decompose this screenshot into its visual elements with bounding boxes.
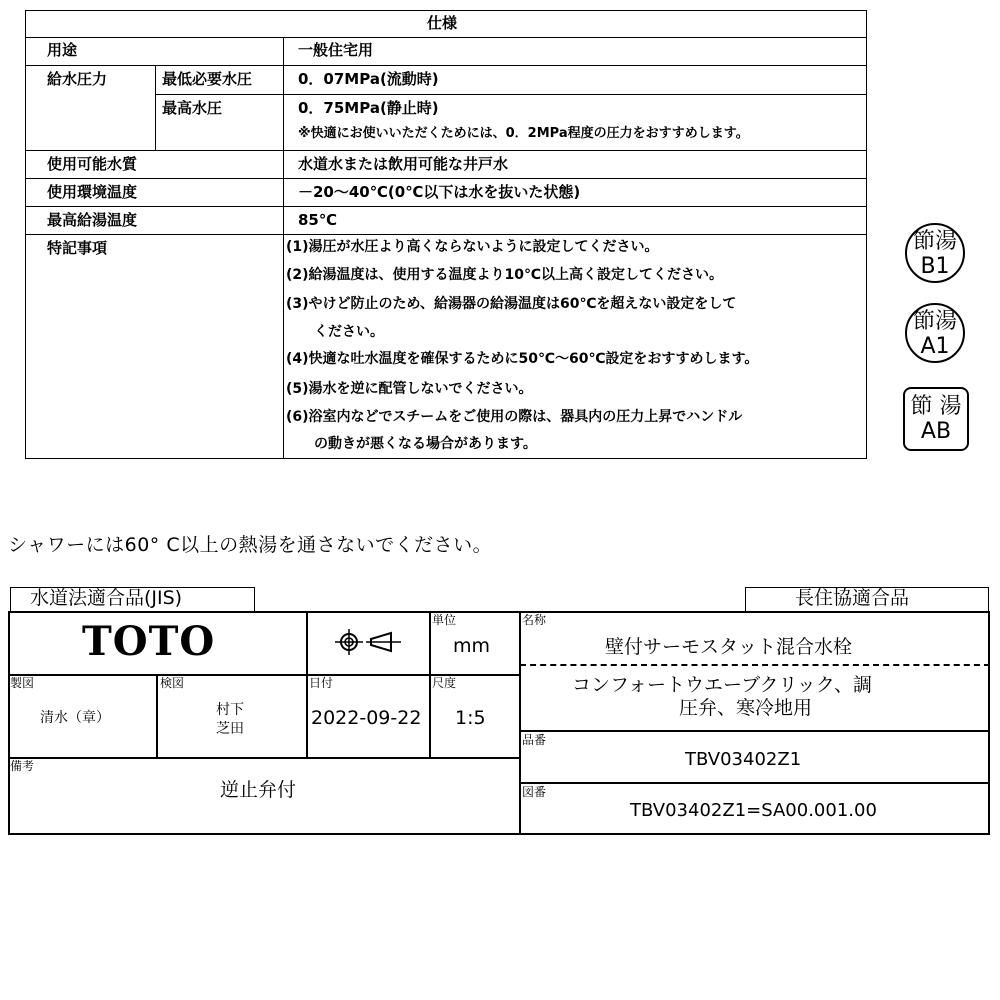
hot-temp-value: 85℃: [298, 211, 338, 229]
tb-divider: [519, 730, 990, 732]
unit-value: mm: [453, 635, 491, 657]
badge-bottom-text: AB: [920, 419, 952, 444]
name-dashed-divider: [520, 664, 990, 666]
checked-value-2: 芝田: [216, 721, 244, 737]
env-temp-value: －20～40℃(0℃以下は水を抜いた状態): [298, 183, 581, 201]
spec-divider: [25, 37, 867, 38]
usage-value: 一般住宅用: [298, 41, 374, 59]
tb-divider: [429, 611, 431, 757]
notes-label: 特記事項: [47, 239, 108, 257]
water-label: 使用可能水質: [47, 155, 138, 173]
hot-temp-label: 最高給湯温度: [47, 211, 138, 229]
tb-divider: [519, 782, 990, 784]
spec-divider: [283, 37, 284, 459]
tb-divider: [156, 674, 158, 757]
badge-bottom-text: B1: [920, 254, 950, 279]
pressure-label: 給水圧力: [47, 70, 108, 88]
toto-logo: TOTO: [82, 618, 216, 665]
name-description-line-2: 圧弁、寒冷地用: [679, 697, 813, 719]
badge-top-text: 節湯: [912, 229, 957, 254]
badge-top-text: 節 湯: [910, 394, 962, 419]
note-line: (2)給湯温度は、使用する温度より10℃以上高く設定してください。: [286, 267, 723, 283]
drawing-number-value: TBV03402Z1=SA00.001.00: [630, 800, 877, 821]
note-line: (5)湯水を逆に配管しないでください。: [286, 381, 533, 397]
drawing-number-label: 図番: [522, 785, 547, 799]
spec-divider: [155, 65, 156, 150]
tb-divider: [306, 611, 308, 757]
water-value: 水道水または飲用可能な井戸水: [298, 155, 509, 173]
spec-divider: [155, 94, 867, 95]
date-value: 2022-09-22: [311, 707, 422, 729]
setsuyu-a1-badge: [905, 303, 965, 363]
scale-value: 1:5: [455, 707, 486, 729]
max-pressure-value: 0．75MPa(静止時): [298, 99, 439, 117]
pressure-note: ※快適にお使いいただくためには、0．2MPa程度の圧力をおすすめします。: [298, 126, 749, 141]
chojukyo-label: 長住協適合品: [795, 587, 910, 609]
note-line: (3)やけど防止のため、給湯器の給湯温度は60℃を超えない設定をして: [286, 296, 737, 312]
spec-divider: [25, 65, 867, 66]
usage-label: 用途: [47, 41, 78, 59]
max-pressure-label: 最高水圧: [162, 99, 223, 117]
remarks-value: 逆止弁付: [220, 779, 297, 801]
part-number-value: TBV03402Z1: [685, 749, 802, 770]
drawn-label: 製図: [10, 676, 35, 690]
env-temp-label: 使用環境温度: [47, 183, 138, 201]
min-pressure-value: 0．07MPa(流動時): [298, 70, 439, 88]
shower-warning: シャワーには60° C以上の熱湯を通さないでください。: [8, 534, 493, 556]
tb-divider: [8, 757, 520, 759]
setsuyu-b1-badge: [905, 223, 965, 283]
spec-divider: [25, 150, 867, 151]
spec-divider: [25, 178, 867, 179]
note-line: (4)快適な吐水温度を確保するために50℃～60℃設定をおすすめします。: [286, 351, 759, 367]
part-number-label: 品番: [522, 733, 547, 747]
checked-value-1: 村下: [216, 702, 244, 718]
note-line: (6)浴室内などでスチームをご使用の際は、器具内の圧力上昇でハンドル: [286, 409, 743, 425]
name-value: 壁付サーモスタット混合水栓: [605, 636, 853, 658]
tb-divider: [519, 611, 521, 835]
setsuyu-ab-badge: [903, 387, 969, 451]
badge-bottom-text: A1: [920, 334, 950, 359]
note-line: の動きが悪くなる場合があります。: [286, 436, 537, 452]
checked-label: 検図: [160, 676, 185, 690]
third-angle-projection-icon: [333, 628, 405, 656]
spec-divider: [25, 206, 867, 207]
name-label: 名称: [522, 613, 547, 627]
jis-label: 水道法適合品(JIS): [30, 587, 183, 609]
unit-label: 単位: [432, 613, 457, 627]
note-line: ください。: [286, 324, 384, 340]
remarks-label: 備考: [10, 759, 35, 773]
badge-top-text: 節湯: [912, 309, 957, 334]
spec-divider: [25, 234, 867, 235]
drawn-value: 清水（章）: [40, 710, 110, 726]
scale-label: 尺度: [432, 676, 457, 690]
note-line: (1)湯圧が水圧より高くならないように設定してください。: [286, 239, 659, 255]
spec-title: 仕様: [427, 14, 458, 32]
date-label: 日付: [309, 676, 334, 690]
name-description-line-1: コンフォートウエーブクリック、調: [572, 674, 873, 696]
min-pressure-label: 最低必要水圧: [162, 70, 253, 88]
